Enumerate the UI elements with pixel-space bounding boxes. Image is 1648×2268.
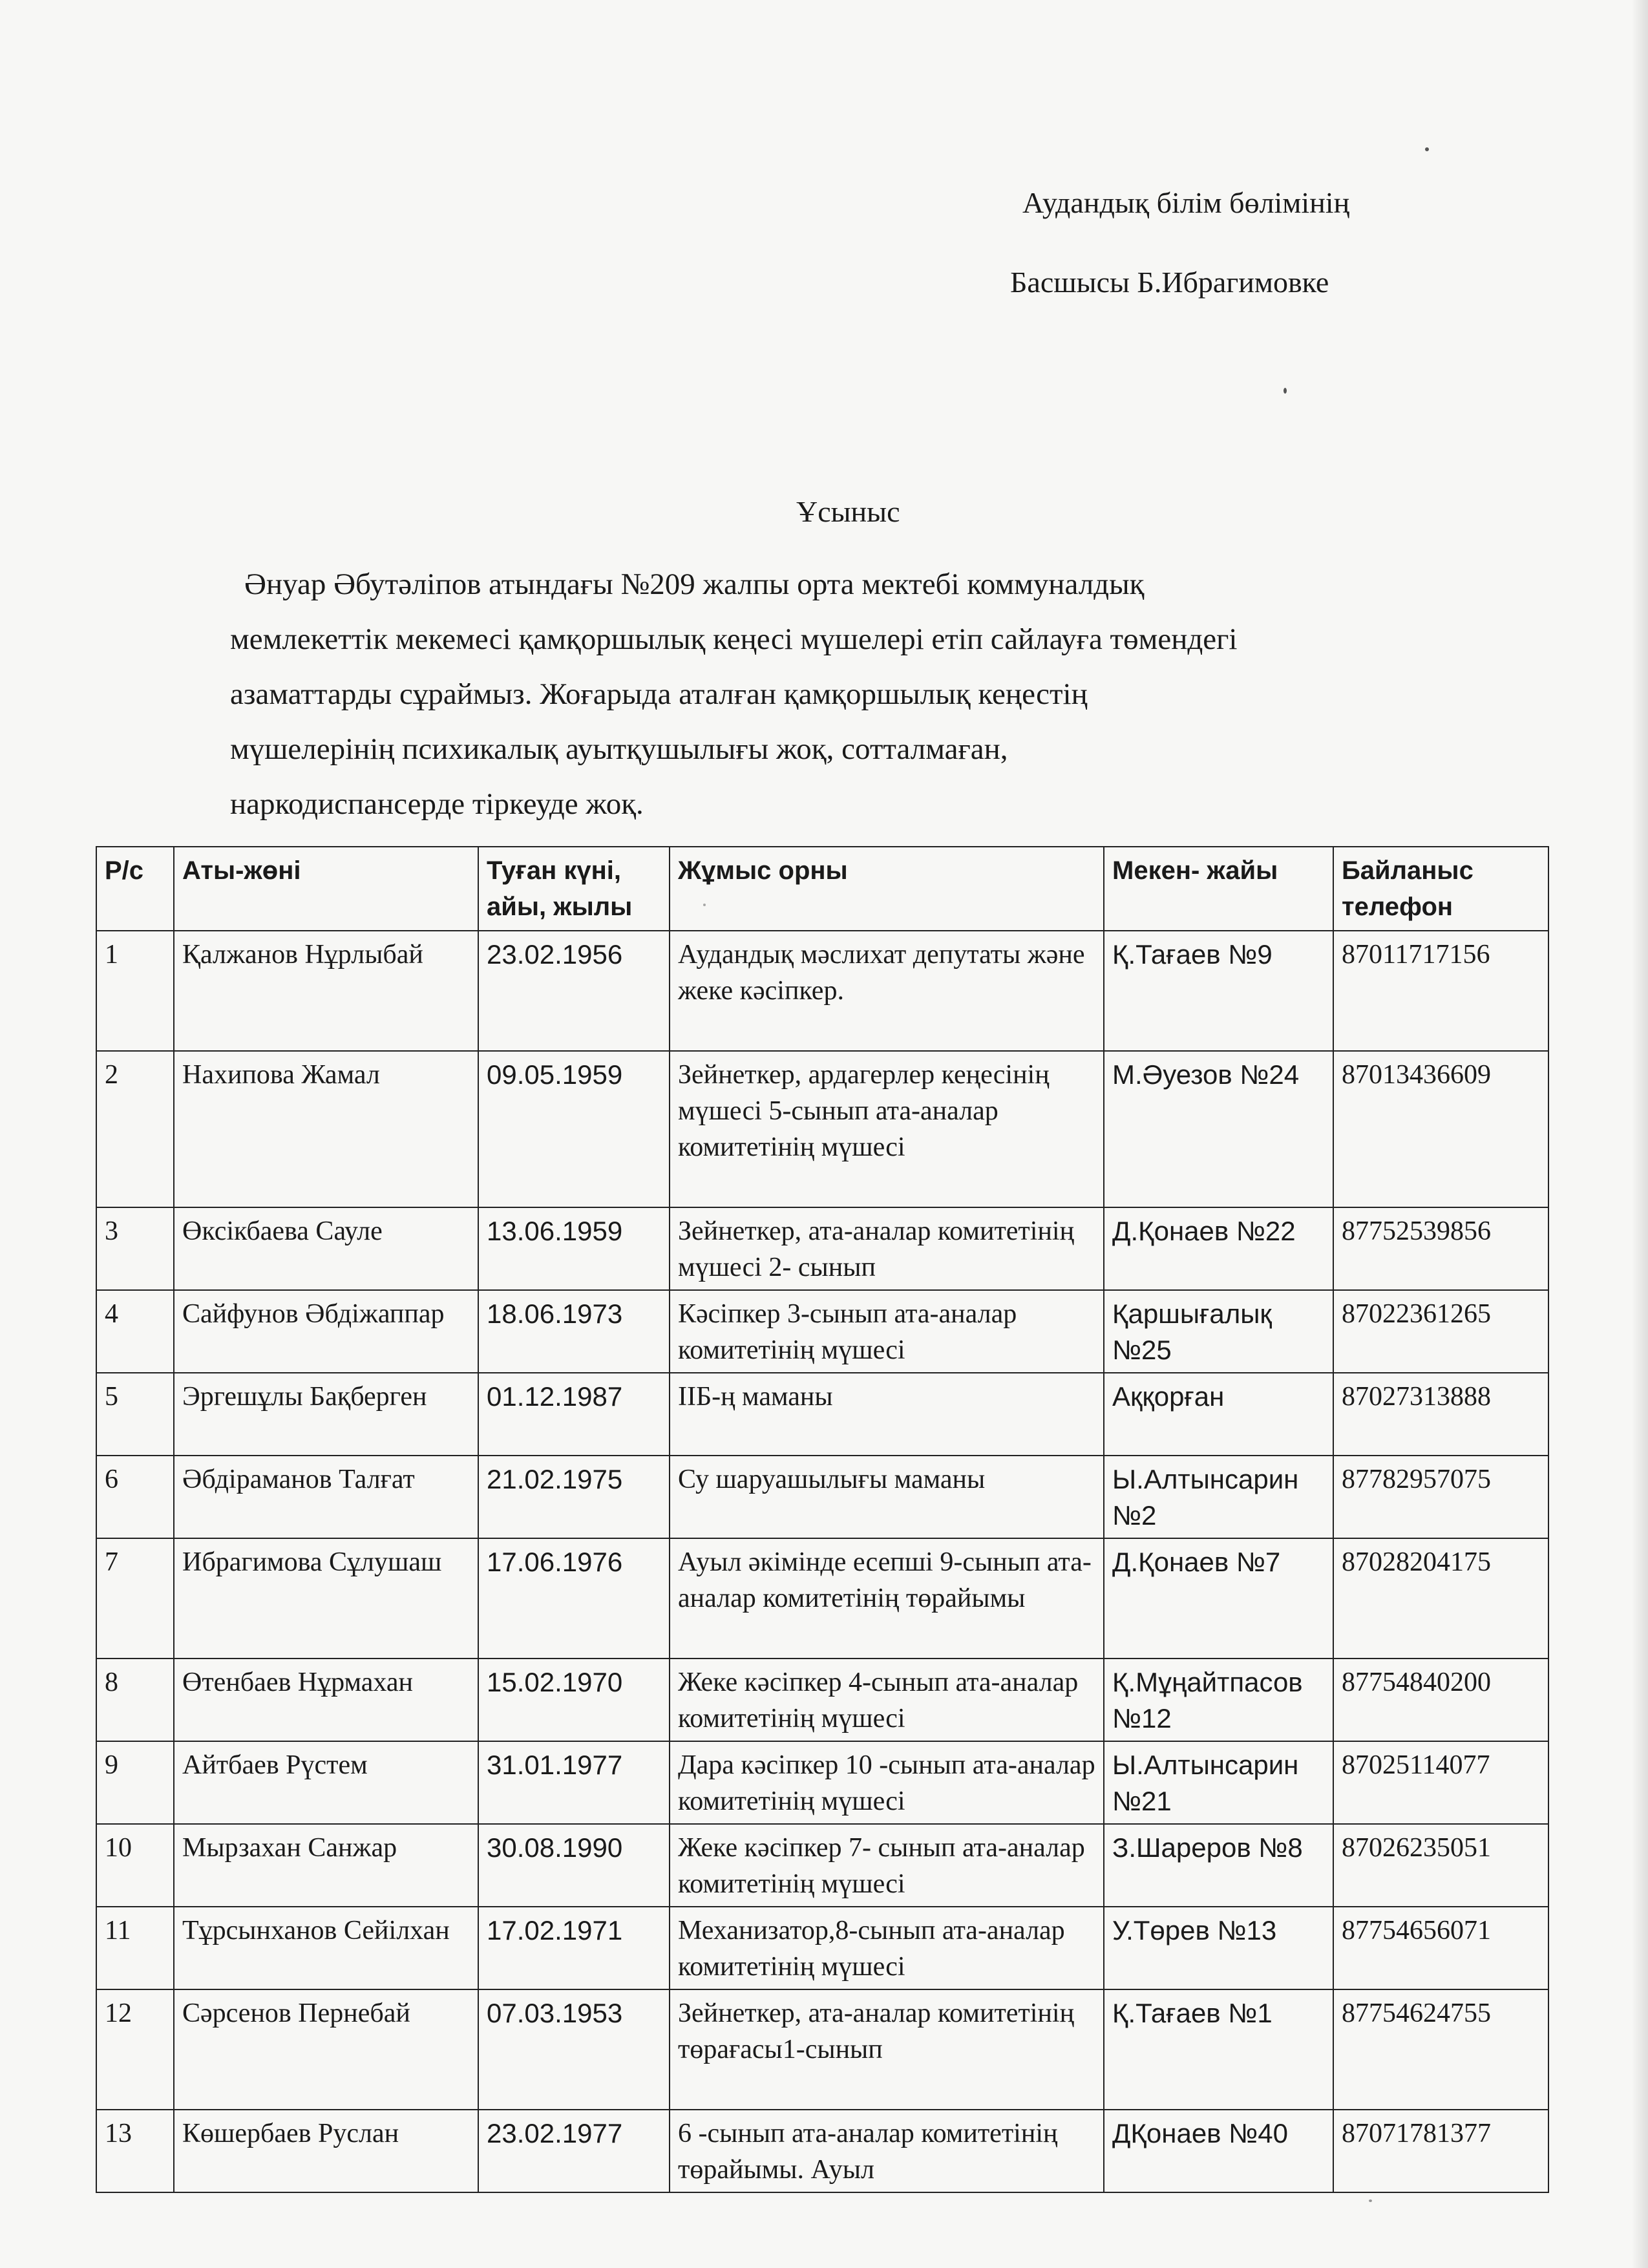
scan-edge-shadow — [1631, 0, 1648, 2268]
row-address: Д.Қонаев №7 — [1104, 1538, 1333, 1659]
body-paragraph — [230, 557, 1477, 832]
body-line: мүшелерінің психикалық ауытқушылығы жоқ, сотталмаған, — [230, 732, 1008, 766]
row-phone: 87013436609 — [1333, 1051, 1548, 1207]
header-birth-date: Туған күні, айы, жылы — [478, 847, 670, 931]
row-phone: 87752539856 — [1333, 1207, 1548, 1290]
row-birth-date: 23.02.1977 — [478, 2110, 670, 2192]
row-workplace: Зейнеткер, ата-аналар комитетінің төрағасы1-сынып — [670, 1989, 1104, 2110]
row-number: 7 — [96, 1538, 174, 1659]
row-phone: 87026235051 — [1333, 1824, 1548, 1907]
row-birth-date: 17.06.1976 — [478, 1538, 670, 1659]
row-name: Тұрсынханов Сейілхан — [174, 1907, 478, 1989]
table-row — [96, 1207, 1548, 1290]
row-birth-date: 17.02.1971 — [478, 1907, 670, 1989]
document-title: Ұсыныс — [796, 495, 900, 528]
row-workplace: Ауыл әкімінде есепші 9-сынып ата-аналар комитетінің төрайымы — [670, 1538, 1104, 1659]
recipient-line-2: Басшысы Б.Ибрагимовке — [1010, 266, 1329, 299]
row-birth-date: 21.02.1975 — [478, 1456, 670, 1538]
row-address: Д.Қонаев №22 — [1104, 1207, 1333, 1290]
row-number: 6 — [96, 1456, 174, 1538]
row-phone: 87022361265 — [1333, 1290, 1548, 1373]
row-name: Мырзахан Санжар — [174, 1824, 478, 1907]
scan-speck — [1284, 388, 1287, 394]
table-row — [96, 1051, 1548, 1207]
row-name: Өксікбаева Сауле — [174, 1207, 478, 1290]
table-row — [96, 1989, 1548, 2110]
row-number: 4 — [96, 1290, 174, 1373]
row-workplace: Жеке кәсіпкер 4-сынып ата-аналар комитетінің мүшесі — [670, 1659, 1104, 1741]
row-number: 8 — [96, 1659, 174, 1741]
row-number: 3 — [96, 1207, 174, 1290]
row-address: Қ.Тағаев №1 — [1104, 1989, 1333, 2110]
row-phone: 87754656071 — [1333, 1907, 1548, 1989]
row-address: Ы.Алтынсарин №21 — [1104, 1741, 1333, 1824]
scan-speck — [1425, 147, 1429, 151]
row-workplace: Су шаруашылығы маманы — [670, 1456, 1104, 1538]
row-name: Өтенбаев Нұрмахан — [174, 1659, 478, 1741]
row-number: 10 — [96, 1824, 174, 1907]
row-workplace: Аудандық мәслихат депутаты және жеке кәсіпкер. — [670, 931, 1104, 1051]
row-workplace: Зейнеткер, ардагерлер кеңесінің мүшесі 5-сынып ата-аналар комитетінің мүшесі — [670, 1051, 1104, 1207]
row-number: 11 — [96, 1907, 174, 1989]
members-table — [96, 846, 1549, 2193]
body-line: азаматтарды сұраймыз. Жоғарыда аталған қамқоршылық кеңестің — [230, 677, 1088, 711]
row-number: 2 — [96, 1051, 174, 1207]
row-name: Эргешұлы Бақберген — [174, 1373, 478, 1456]
recipient-line-1: Аудандық білім бөлімінің — [1022, 186, 1350, 219]
row-address: Қаршығалық №25 — [1104, 1290, 1333, 1373]
row-workplace: 6 -сынып ата-аналар комитетінің төрайымы. Ауыл — [670, 2110, 1104, 2192]
scan-speck — [703, 904, 706, 906]
row-address: М.Әуезов №24 — [1104, 1051, 1333, 1207]
row-name: Көшербаев Руслан — [174, 2110, 478, 2192]
row-address: Қ.Мұңайтпасов №12 — [1104, 1659, 1333, 1741]
header-workplace: Жұмыс орны — [670, 847, 1104, 931]
table-row — [96, 2110, 1548, 2192]
row-address: Аққорған — [1104, 1373, 1333, 1456]
row-phone: 87754840200 — [1333, 1659, 1548, 1741]
table-row — [96, 1659, 1548, 1741]
row-address: ДҚонаев №40 — [1104, 2110, 1333, 2192]
row-birth-date: 09.05.1959 — [478, 1051, 670, 1207]
table-row — [96, 1290, 1548, 1373]
row-birth-date: 23.02.1956 — [478, 931, 670, 1051]
row-phone: 87011717156 — [1333, 931, 1548, 1051]
row-workplace: ІІБ-ң маманы — [670, 1373, 1104, 1456]
row-name: Айтбаев Рүстем — [174, 1741, 478, 1824]
header-phone: Байланыс телефон — [1333, 847, 1548, 931]
row-birth-date: 30.08.1990 — [478, 1824, 670, 1907]
table-row — [96, 1741, 1548, 1824]
header-name: Аты-жөні — [174, 847, 478, 931]
row-workplace: Зейнеткер, ата-аналар комитетінің мүшесі 2- сынып — [670, 1207, 1104, 1290]
row-birth-date: 07.03.1953 — [478, 1989, 670, 2110]
row-address: З.Шареров №8 — [1104, 1824, 1333, 1907]
row-address: Ы.Алтынсарин №2 — [1104, 1456, 1333, 1538]
row-name: Сайфунов Әбдіжаппар — [174, 1290, 478, 1373]
table-row — [96, 1824, 1548, 1907]
header-address: Мекен- жайы — [1104, 847, 1333, 931]
row-workplace: Дара кәсіпкер 10 -сынып ата-аналар комитетінің мүшесі — [670, 1741, 1104, 1824]
body-line: Әнуар Әбутәліпов атындағы №209 жалпы орта мектебі коммуналдық — [244, 567, 1145, 601]
row-name: Әбдіраманов Талғат — [174, 1456, 478, 1538]
scan-speck — [1369, 2199, 1372, 2202]
table-row — [96, 1373, 1548, 1456]
row-phone: 87782957075 — [1333, 1456, 1548, 1538]
table-row — [96, 1456, 1548, 1538]
header-number: Р/с — [96, 847, 174, 931]
row-number: 5 — [96, 1373, 174, 1456]
row-number: 9 — [96, 1741, 174, 1824]
row-phone: 87028204175 — [1333, 1538, 1548, 1659]
row-name: Сәрсенов Пернебай — [174, 1989, 478, 2110]
row-birth-date: 31.01.1977 — [478, 1741, 670, 1824]
row-number: 12 — [96, 1989, 174, 2110]
table-row — [96, 931, 1548, 1051]
row-birth-date: 13.06.1959 — [478, 1207, 670, 1290]
row-phone: 87754624755 — [1333, 1989, 1548, 2110]
row-number: 13 — [96, 2110, 174, 2192]
row-workplace: Кәсіпкер 3-сынып ата-аналар комитетінің мүшесі — [670, 1290, 1104, 1373]
table-row — [96, 1907, 1548, 1989]
row-number: 1 — [96, 931, 174, 1051]
table-header-row — [96, 847, 1548, 931]
row-address: У.Төрев №13 — [1104, 1907, 1333, 1989]
row-workplace: Жеке кәсіпкер 7- сынып ата-аналар комитетінің мүшесі — [670, 1824, 1104, 1907]
row-birth-date: 15.02.1970 — [478, 1659, 670, 1741]
row-phone: 87027313888 — [1333, 1373, 1548, 1456]
body-line: мемлекеттік мекемесі қамқоршылық кеңесі мүшелері етіп сайлауға төмендегі — [230, 622, 1238, 656]
body-line: наркодиспансерде тіркеуде жоқ. — [230, 787, 644, 821]
row-address: Қ.Тағаев №9 — [1104, 931, 1333, 1051]
row-name: Нахипова Жамал — [174, 1051, 478, 1207]
row-birth-date: 01.12.1987 — [478, 1373, 670, 1456]
row-phone: 87071781377 — [1333, 2110, 1548, 2192]
row-name: Ибрагимова Сұлушаш — [174, 1538, 478, 1659]
row-name: Қалжанов Нұрлыбай — [174, 931, 478, 1051]
row-phone: 87025114077 — [1333, 1741, 1548, 1824]
row-workplace: Механизатор,8-сынып ата-аналар комитетінің мүшесі — [670, 1907, 1104, 1989]
row-birth-date: 18.06.1973 — [478, 1290, 670, 1373]
table-row — [96, 1538, 1548, 1659]
